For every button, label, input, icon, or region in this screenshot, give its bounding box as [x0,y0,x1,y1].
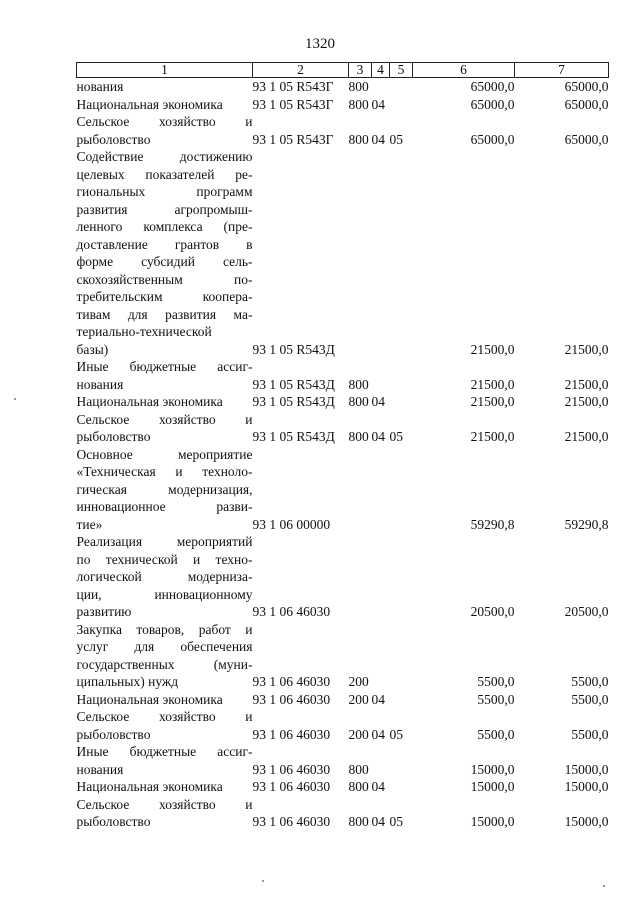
row-kvr: 800 [348,814,369,829]
row-kvr: 800 [348,429,369,444]
row-name [77,358,253,393]
row-section [372,358,390,393]
row-kvr: 200 [348,691,369,707]
row-amount-1: 15000,0 [470,779,515,794]
row-name-line: ленного комплекса (пре- [76,219,253,234]
row-name-line: Иные бюджетные ассиг- [76,744,253,759]
scan-speck [14,398,16,400]
row-kvr [349,533,372,621]
row-section: 04 [371,814,385,829]
row-amount-2: 65000,0 [564,79,609,94]
table-row [77,778,609,796]
row-name-line: гиональных программ [76,184,253,199]
table-row [77,533,609,621]
row-subsection [390,446,413,534]
row-code: 93 1 05 R543Д [252,341,335,357]
row-name-line: Основное мероприятие [76,446,253,462]
row-name [77,796,253,831]
row-name-line: базы) [76,341,109,357]
row-name-line: требительским коопера- [76,289,253,304]
row-code: 93 1 06 46030 [252,726,331,742]
row-name-line: тивам для развития ма- [76,306,253,322]
row-amount-2: 15000,0 [564,761,609,777]
row-section [372,621,390,691]
row-name-line: «Техническая и техноло- [76,464,253,479]
row-amount-2: 5500,0 [571,674,609,689]
row-name [77,778,253,796]
row-code: 93 1 05 R543Г [252,79,334,94]
row-name-line: Национальная экономика [76,394,223,409]
row-code: 93 1 06 46030 [252,674,331,689]
row-kvr: 800 [348,96,369,112]
row-name [77,533,253,621]
row-amount-1: 5500,0 [477,691,515,707]
row-kvr: 800 [348,394,369,409]
row-subsection [390,393,413,411]
row-name-line: развитию [76,604,132,619]
row-code: 93 1 05 R543Г [252,131,334,147]
row-subsection [390,691,413,709]
row-section: 04 [371,691,385,707]
row-amount-1: 21500,0 [470,429,515,444]
row-name-line: нования [76,79,124,94]
row-code: 93 1 06 46030 [252,761,331,777]
row-name-line: тие» [76,516,103,532]
row-name-line: скохозяйственным по- [76,271,253,287]
row-kvr: 800 [348,376,369,392]
budget-table [76,62,609,831]
row-amount-2: 65000,0 [564,96,609,112]
row-name-line: по технической и техно- [76,551,253,567]
row-section: 04 [371,429,385,444]
table-row [77,148,609,358]
row-subsection [390,621,413,691]
row-name-line: развития агропромыш- [76,201,253,217]
row-name [77,411,253,446]
header-col-2: 2 [253,63,349,78]
header-col-5: 5 [390,63,413,78]
row-code: 93 1 06 46030 [252,779,331,794]
row-name-line: ципальных) нужд [76,674,179,689]
row-section: 04 [371,726,385,742]
row-amount-1: 65000,0 [470,96,515,112]
row-kvr: 200 [348,726,369,742]
row-name-line: рыболовство [76,726,151,742]
row-name-line: рыболовство [76,429,151,444]
row-amount-1: 15000,0 [470,814,515,829]
row-amount-2: 65000,0 [564,131,609,147]
header-col-1: 1 [77,63,253,78]
row-amount-1: 21500,0 [470,376,515,392]
row-name-line: Иные бюджетные ассиг- [76,359,253,374]
header-col-6: 6 [413,63,515,78]
row-subsection [390,533,413,621]
row-kvr: 200 [348,674,369,689]
row-name-line: Национальная экономика [76,691,223,707]
row-section: 04 [371,131,385,147]
header-col-3: 3 [349,63,372,78]
row-name-line: гическая модернизация, [76,481,253,497]
row-name-line: доставление грантов в [76,236,253,252]
row-amount-1: 21500,0 [470,394,515,409]
row-section [372,78,390,96]
row-amount-2: 20500,0 [564,604,609,619]
row-section: 04 [371,779,385,794]
row-amount-2: 21500,0 [564,376,609,392]
row-code: 93 1 06 46030 [252,604,331,619]
table-row [77,358,609,393]
row-amount-1: 59290,8 [470,516,515,532]
row-name-line: форме субсидий сель- [76,254,253,269]
row-name [77,708,253,743]
row-subsection: 05 [389,429,403,444]
table-row [77,743,609,778]
row-name [77,78,253,96]
row-name-line: услуг для обеспечения [76,639,253,654]
row-code: 93 1 05 R543Г [252,96,334,112]
row-kvr: 800 [348,79,369,94]
row-code: 93 1 06 00000 [252,516,331,532]
table-row [77,708,609,743]
table-body [77,78,609,831]
row-kvr: 800 [348,779,369,794]
row-amount-1: 15000,0 [470,761,515,777]
row-name-line: Сельское хозяйство и [76,411,253,427]
row-name [77,621,253,691]
row-name [77,743,253,778]
row-name-line: логической модерниза- [76,569,253,584]
row-section [372,743,390,778]
row-amount-1: 21500,0 [470,341,515,357]
row-subsection: 05 [389,131,403,147]
row-name-line: Сельское хозяйство и [76,796,253,812]
row-code: 93 1 05 R543Д [252,376,335,392]
row-name [77,446,253,534]
row-amount-2: 5500,0 [571,691,609,707]
page-number: 1320 [305,36,335,52]
row-kvr: 800 [348,761,369,777]
table-row [77,393,609,411]
header-row [77,63,609,78]
header-col-4: 4 [372,63,390,78]
row-amount-2: 15000,0 [564,779,609,794]
row-name-line: инновационное разви- [76,499,253,514]
row-amount-1: 65000,0 [470,131,515,147]
row-code: 93 1 05 R543Д [252,394,335,409]
row-subsection [390,148,413,358]
scan-speck [262,880,264,882]
row-amount-2: 15000,0 [564,814,609,829]
row-name-line: Национальная экономика [76,96,223,112]
row-subsection: 05 [389,726,403,742]
row-name-line: Национальная экономика [76,779,223,794]
row-name-line: нования [76,761,124,777]
row-name-line: Закупка товаров, работ и [76,621,253,637]
row-name-line: Сельское хозяйство и [76,114,253,129]
row-name-line: ции, инновационному [76,586,253,602]
table-row [77,96,609,114]
row-name-line: териально-технической [76,324,212,339]
table-row [77,446,609,534]
row-amount-2: 21500,0 [564,429,609,444]
row-section: 04 [371,96,385,112]
row-amount-1: 5500,0 [477,674,515,689]
row-amount-1: 65000,0 [470,79,515,94]
row-name-line: государственных (муни- [76,656,253,672]
row-amount-1: 20500,0 [470,604,515,619]
row-subsection: 05 [389,814,403,829]
row-section [372,446,390,534]
row-kvr [349,446,372,534]
row-name [77,148,253,358]
header-col-7: 7 [515,63,609,78]
table-row [77,621,609,691]
row-name-line: Содействие достижению [76,149,253,164]
row-name [77,393,253,411]
table-row [77,796,609,831]
row-amount-2: 21500,0 [564,341,609,357]
row-code: 93 1 06 46030 [252,814,331,829]
row-code: 93 1 05 R543Д [252,429,335,444]
row-code: 93 1 06 46030 [252,691,331,707]
row-amount-2: 59290,8 [564,516,609,532]
row-subsection [390,778,413,796]
row-subsection [390,743,413,778]
row-subsection [390,358,413,393]
table-row [77,691,609,709]
row-subsection [390,96,413,114]
row-section: 04 [371,394,385,409]
table-row [77,78,609,96]
table-row [77,113,609,148]
row-name-line: Сельское хозяйство и [76,709,253,724]
row-section [372,533,390,621]
row-kvr [349,148,372,358]
scan-speck [603,885,605,887]
row-name [77,113,253,148]
row-name-line: целевых показателей ре- [76,166,253,182]
row-name-line: рыболовство [76,814,151,829]
row-name-line: рыболовство [76,131,151,147]
row-kvr: 800 [348,131,369,147]
table-row [77,411,609,446]
row-section [372,148,390,358]
row-subsection [390,78,413,96]
row-name-line: нования [76,376,124,392]
row-amount-2: 21500,0 [564,394,609,409]
row-amount-2: 5500,0 [571,726,609,742]
row-name [77,691,253,709]
row-name [77,96,253,114]
row-name-line: Реализация мероприятий [76,534,253,549]
row-amount-1: 5500,0 [477,726,515,742]
